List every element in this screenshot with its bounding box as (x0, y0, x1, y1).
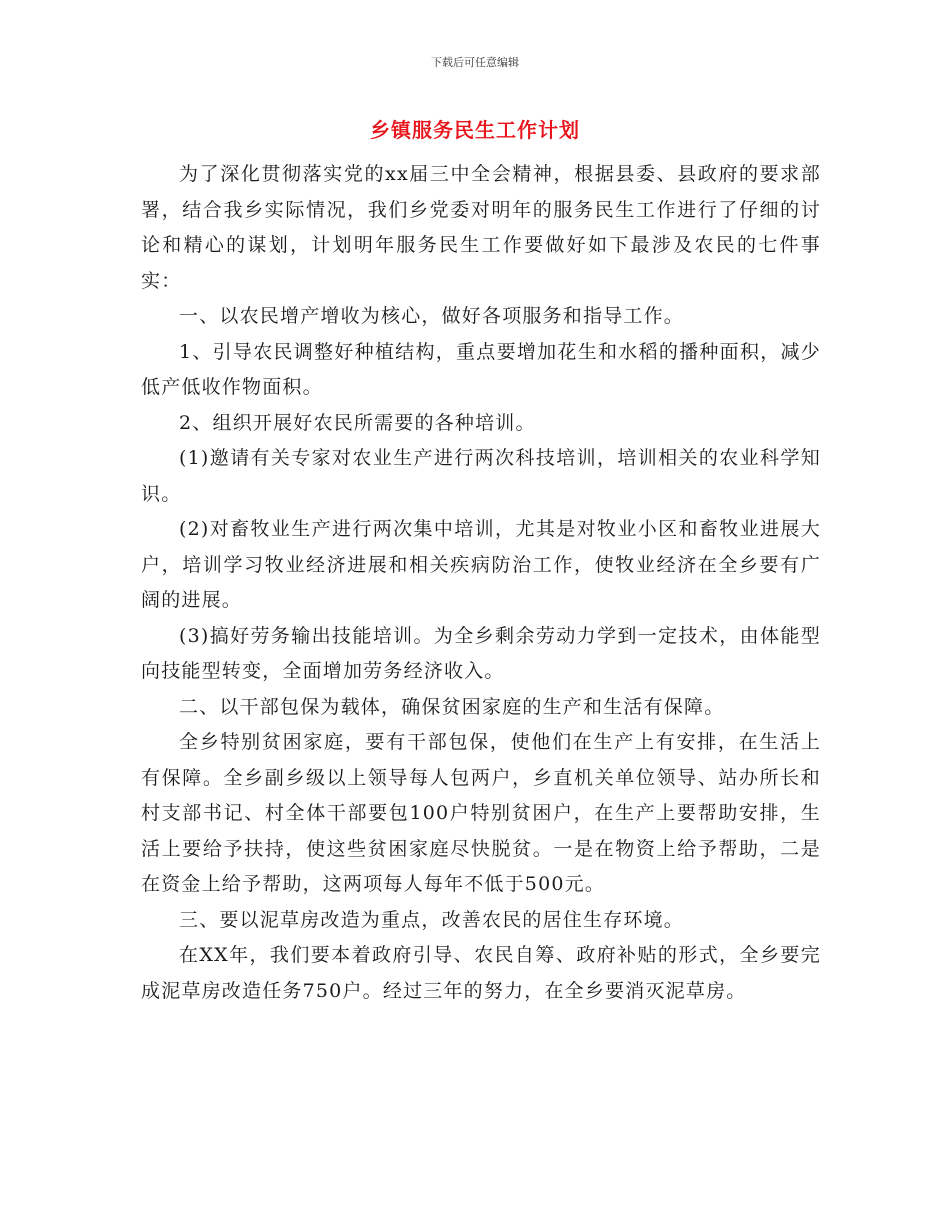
paragraph-section-2-heading: 二、以干部包保为载体，确保贫困家庭的生产和生活有保障。 (179, 695, 725, 718)
paragraph-section-1-heading: 一、以农民增产增收为核心，做好各项服务和指导工作。 (179, 305, 685, 327)
paragraph-subitem-2: (2)对畜牧业生产进行两次集中培训，尤其是对牧业小区和畜牧业进展大户，培训学习牧业经济进展和相关疾病防治工作，使牧业经济在全乡要有广阔的进展。 (141, 518, 821, 611)
paragraph-section-3-body: 在XX年，我们要本着政府引导、农民自筹、政府补贴的形式，全乡要完成泥草房改造任务750户。经过三年的努力，在全乡要消灭泥草房。 (141, 944, 821, 1002)
document-body (141, 157, 821, 1009)
paragraph-section-2-body: 全乡特别贫困家庭，要有干部包保，使他们在生产上有安排，在生活上有保障。全乡副乡级以上领导每人包两户，乡直机关单位领导、站办所长和村支部书记、村全体干部要包100户特别贫困户，在生产上要帮助安排，生活上要给予扶持，使这些贫困家庭尽快脱贫。一是在物资上给予帮助，二是在资金上给予帮助，这两项每人每年不低于500元。 (141, 731, 821, 895)
paragraph-intro: 为了深化贯彻落实党的xx届三中全会精神，根据县委、县政府的要求部署，结合我乡实际情况，我们乡党委对明年的服务民生工作进行了仔细的讨论和精心的谋划，计划明年服务民生工作要做好如下最涉及农民的七件事实： (141, 163, 821, 292)
paragraph-subitem-1: (1)邀请有关专家对农业生产进行两次科技培训，培训相关的农业科学知识。 (141, 447, 821, 505)
paragraph-item-2: 2、组织开展好农民所需要的各种培训。 (179, 411, 536, 434)
paragraph-subitem-3: (3)搞好劳务输出技能培训。为全乡剩余劳动力学到一定技术，由体能型向技能型转变，全面增加劳务经济收入。 (141, 624, 821, 682)
page-header-note: 下载后可任意编辑 (431, 56, 519, 69)
document-title: 乡镇服务民生工作计划 (370, 118, 580, 142)
paragraph-section-3-heading: 三、要以泥草房改造为重点，改善农民的居住生存环境。 (179, 908, 685, 931)
paragraph-item-1: 1、引导农民调整好种植结构，重点要增加花生和水稻的播种面积，减少低产低收作物面积。 (141, 340, 821, 398)
